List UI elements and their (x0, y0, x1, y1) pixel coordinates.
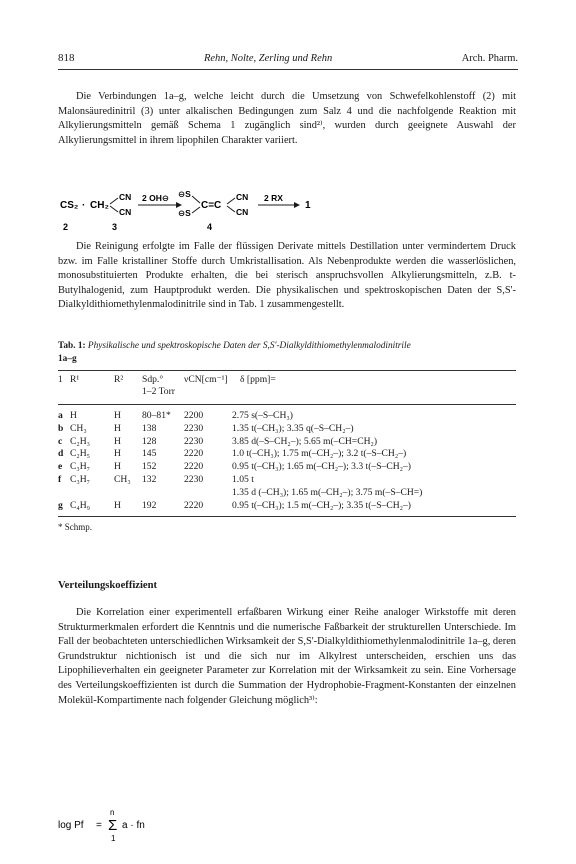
table-cell-row-ir: 2230 (184, 473, 204, 485)
table-cell-row-nmr: 1.35 d (–CH₃); 1.65 m(–CH₂–); 3.75 m(–S–CH=) (232, 486, 423, 498)
table-cell-row-bp: 192 (142, 499, 157, 511)
scheme-bond-s-top (192, 196, 200, 203)
table-cell-row-r1: C₄H₉ (70, 499, 91, 511)
table-cell-row-nmr: 2.75 s(–S–CH₃) (232, 410, 293, 421)
table-row (58, 487, 516, 500)
scheme-reactant-cs2: CS₂ (60, 200, 79, 211)
table-cell-row-r1: C₃H₇ (70, 473, 91, 485)
table-cell-row-r2: CH₃ (114, 473, 131, 485)
table-row (58, 500, 516, 513)
table-header-nmr: δ [ppm]= (240, 374, 276, 385)
table-body (58, 410, 516, 512)
equation-eq: = (96, 820, 102, 831)
table-cell-row-r1: H (70, 410, 77, 421)
table-cell-row-r1: C₂H₅ (70, 448, 91, 460)
table-cell-row-nmr: 0.95 t(–CH₃); 1.65 m(–CH₂–); 3.3 t(–S–CH₂–) (232, 461, 411, 473)
table-cell-row-r1: CH₃ (70, 422, 87, 434)
table-cell-row-ir (184, 487, 232, 500)
table-cell-row-ir: 2200 (184, 410, 204, 421)
table-cell-row-r2: H (114, 410, 121, 421)
table-cell-row-bp (142, 487, 184, 500)
table-cell-row-r2: H (114, 448, 121, 460)
scheme-bond-top (110, 198, 118, 204)
table-cell-row-ir: 2220 (184, 448, 204, 460)
scheme-reagent-rx: 2 RX (264, 193, 283, 203)
scheme-final: 1 (305, 200, 311, 211)
table-cell-row-bp: 132 (142, 473, 157, 485)
equation-lower: 1 (111, 834, 116, 843)
table-header-index: 1 (58, 374, 63, 385)
scheme-s-top: ⊖S (178, 189, 191, 199)
table-row (58, 436, 516, 449)
scheme-s-bottom: ⊖S (178, 208, 191, 218)
table-row (58, 423, 516, 436)
section-paragraph: Die Korrelation einer experimentell erfaßbaren Wirkung einer Reihe analoger Wirkstoffe mit deren Strukturmerkmalen erfordert die Kenntnis und die numerische Faßbarkeit der strukturellen Unterschiede. Im Fall der beobachteten unterschiedlichen Wirksamkeit der S,S'-Dialkyldithiomethylenmalodinitrile 1a–g, deren Grundstruktur nichtionisch ist und die sich nur im Alkylrest unterscheiden, erschien uns das Lipophilieverhalten ein geeigneter Parameter zur Korrelation mit der Wirksamkeit zu sein. Eine Vorhersage des Verteilungskoeffizienten ist durch die Summation der Hydrophobie-Fragment-Konstanten der einzelnen Molekül-Kompartimente nach folgender Gleichung möglich³⁾: (58, 607, 516, 706)
table-header-ir: νCN[cm⁻¹] (184, 374, 228, 385)
equation-upper: n (110, 808, 115, 817)
table-header-rule (58, 404, 516, 405)
table-row (58, 410, 516, 423)
table-cell-row-index: g (58, 499, 63, 511)
table-cell-row-r2: H (114, 435, 121, 447)
purification-paragraph: Die Reinigung erfolgte im Falle der flüssigen Derivate mittels Destillation unter vermindertem Druck bzw. im Falle kristalliner Stoffe durch Umkristallisation. Als Nebenprodukte werden die wasserlöslichen, monosubstituierten Produkte erhalten, die bei sterisch anspruchsvollen Alkylierungsmitteln, z.B. t-Butylhalogenid, zum Hauptprodukt werden. Die physikalischen und spektroskopischen Daten der S,S'-Dialkyldithiomethylenmalodinitrile sind in Tab. 1 zusammengestellt. (58, 241, 516, 311)
scheme-bond-cn-top (227, 198, 235, 204)
table-cell-row-r2: H (114, 461, 121, 473)
table-cell-row-nmr: 1.05 t (232, 473, 254, 485)
table-cell-row-ir: 2220 (184, 461, 204, 473)
equation-lhs: log Pf (58, 820, 84, 831)
reaction-scheme (58, 186, 516, 236)
table-bottom-rule (58, 516, 516, 517)
table-header-r1: R¹ (70, 374, 80, 385)
table-cell-row-r1 (70, 487, 114, 500)
scheme-dot: · (82, 200, 86, 211)
table-cell-row-bp: 145 (142, 448, 157, 460)
header-journal: Arch. Pharm. (461, 53, 518, 64)
table-footnote: * Schmp. (58, 522, 93, 532)
header-authors: Rehn, Nolte, Zerling und Rehn (203, 53, 333, 64)
running-header (58, 52, 518, 64)
reaction-scheme-svg (58, 186, 516, 236)
scheme-reagent-oh: 2 OH⊖ (142, 193, 169, 203)
table-header-pressure: 1–2 Torr (142, 386, 175, 397)
table-header-r2: R² (114, 374, 124, 385)
table-top-rule (58, 370, 516, 371)
table-cell-row-index (58, 487, 70, 500)
header-rule (58, 69, 518, 70)
table-cell-row-index: d (58, 448, 64, 460)
table-cell-row-r2: H (114, 499, 121, 511)
scheme-bond-s-bottom (192, 207, 200, 213)
table-cell-row-index: c (58, 435, 63, 447)
table-cell-row-nmr: 1.0 t(–CH₃); 1.75 m(–CH₂–); 3.2 t(–S–CH₂–) (232, 448, 407, 460)
page-number: 818 (58, 52, 75, 64)
scheme-cn-bottom: CN (119, 207, 132, 217)
scheme-label-4: 4 (207, 222, 213, 232)
table-cell-row-ir: 2230 (184, 435, 204, 447)
scheme-core: C=C (201, 200, 222, 211)
equation-sum: Σ (108, 817, 118, 834)
table-cell-row-r2 (114, 487, 142, 500)
table-cell-row-nmr: 3.85 d(–S–CH₂–); 5.65 m(–CH=CH₂) (232, 435, 378, 447)
table-caption-text: Physikalische und spektroskopische Daten der S,S'-Dialkyldithiomethylenmalodinitrile (87, 341, 411, 351)
table-cell-row-index: b (58, 422, 64, 434)
scheme-reactant-ch2: CH₂ (90, 200, 109, 211)
scheme-cn-top: CN (119, 192, 132, 202)
table-cell-row-bp: 128 (142, 435, 157, 447)
table-cell-row-bp: 152 (142, 461, 157, 473)
equation (58, 806, 258, 846)
table-cell-row-bp: 138 (142, 422, 157, 434)
table-cell-row-nmr: 1.35 t(–CH₃); 3.35 q(–S–CH₂–) (232, 422, 354, 434)
table-cell-row-index: e (58, 461, 63, 473)
intro-paragraph: Die Verbindungen 1a–g, welche leicht durch die Umsetzung von Schwefelkohlenstoff (2) mit Malonsäuredinitril (3) unter alkalischen Bedingungen zum Salz 4 und die nachfolgende Reaktion mit Alkylierungsmitteln gemäß Schema 1 zugänglich sind²⁾, wurden durch geeignete Auswahl der Alkylierungsmittel in ihrem lipophilen Charakter variiert. (58, 91, 516, 146)
scheme-product-cn-top: CN (236, 192, 249, 202)
table-cell-row-r1: C₃H₇ (70, 461, 91, 473)
table-row (58, 474, 516, 487)
scheme-label-2: 2 (63, 222, 69, 232)
table-cell-row-ir: 2230 (184, 422, 204, 434)
scheme-product-cn-bottom: CN (236, 207, 249, 217)
table-cell-row-index: f (58, 473, 62, 485)
table-header (58, 374, 516, 402)
table-cell-row-r1: C₂H₃ (70, 435, 91, 447)
section-title: Verteilungskoeffizient (58, 580, 158, 591)
scheme-bond-cn-bottom (227, 206, 235, 212)
equation-term: a · fn (122, 820, 145, 831)
scheme-bond-bottom (110, 206, 118, 212)
table-cell-row-index: a (58, 410, 63, 421)
table-caption (58, 340, 516, 365)
table-row (58, 448, 516, 461)
table-cell-row-ir: 2220 (184, 499, 204, 511)
table-header-bp: Sdp.° (142, 374, 164, 385)
equation-svg (58, 806, 258, 846)
table-caption-label: Tab. 1: (58, 341, 86, 351)
table-caption-compound: 1a–g (58, 353, 77, 364)
table-cell-row-bp: 80–81* (142, 410, 171, 421)
table-row (58, 461, 516, 474)
scheme-arrowhead-2 (294, 202, 300, 208)
data-table (58, 410, 516, 512)
scheme-label-3: 3 (112, 222, 118, 232)
table-cell-row-nmr: 0.95 t(–CH₃); 1.5 m(–CH₂–); 3.35 t(–S–CH₂–) (232, 499, 411, 511)
table-cell-row-r2: H (114, 422, 121, 434)
